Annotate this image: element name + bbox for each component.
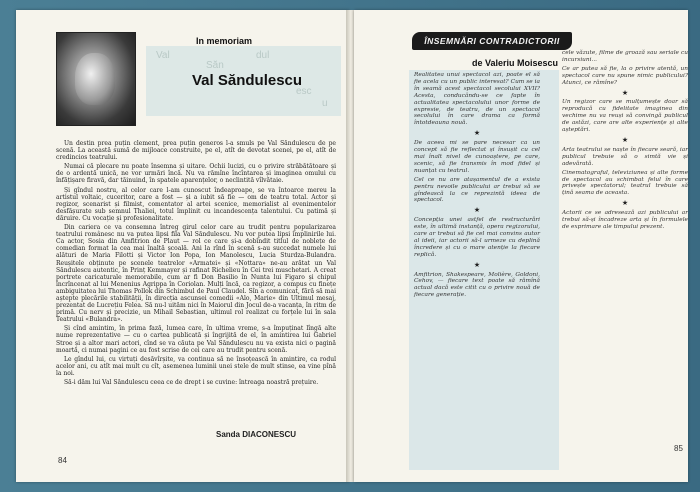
paragraph: De aceea mi se pare necesar ca un concept să fie reflectat și însușit cu cel mai înalt nivel de cunoaștere, pe care, scenic, să fie transmis în mod fidel și nuanțat cu teatrul. <box>414 140 540 174</box>
paragraph: Ce ar putea să fie, la o privire atentă, un spectacol care nu spune nimic publicului? Atunci, ce rămîne? <box>562 65 688 86</box>
text-column-left <box>414 72 540 301</box>
paragraph: Actorii ce se adresează azi publicului ar trebui să-și încadreze arta și în formulele de exprimare ale timpului prezent. <box>562 210 688 230</box>
background-word: u <box>322 98 328 109</box>
star-divider: ★ <box>473 129 481 138</box>
star-divider: ★ <box>621 88 629 97</box>
paragraph: cele văzute, filme de groază sau seriale cu incursiuni... <box>562 50 688 63</box>
paragraph: Concepția unei astfel de restructurări este, în ultimă instanță, opera regizorului, care ar trebui să fie cel mai convins autor al ideii, iar actorii să-l urmeze cu deplină încredere și cu o mare atenție la fiecare replică. <box>414 217 540 258</box>
page-number: 84 <box>58 456 67 465</box>
portrait-photo <box>56 32 136 126</box>
article-body <box>56 140 336 388</box>
paragraph: Un regizor care se mulțumește doar să reproducă cu fidelitate imaginea din vechime nu va reuși să convingă publicul de astăzi, care are alte experiențe și alte așteptări. <box>562 99 688 134</box>
background-word: dul <box>256 50 270 61</box>
background-word: esc <box>296 86 312 97</box>
section-header: In memoriam <box>196 36 253 46</box>
paragraph: Le gîndul lui, cu virtuți desăvîrșite, va continua să ne însoțească în amintire, ca rodul acelor ani, cu atît mai mult cu cît, asemenea luminii unei stele de mult stinse, ea vine pînă la noi. <box>56 355 336 377</box>
paragraph: Cinematograful, televiziunea și alte forme de spectacol au schimbat felul în care privește spectatorul; teatrul trebuie să țină seama de aceasta. <box>562 169 688 197</box>
paragraph: Un destin prea puțin clement, prea puțin generos l-a smuls pe Val Săndulescu de pe scenă. La această sumă de mijloace construite, pe el, atît de devotat scenei, pe el, atît de credincios teatrului. <box>56 140 336 162</box>
paragraph: Arta teatrului se naște în fiecare seară, iar publicul trebuie să o simtă vie și adevărată. <box>562 146 688 167</box>
paragraph: Realitatea unui spectacol azi, poate el să fie acela cu un public interesat? Cum se ia în seamă acest spectacol secolului XVII? Acesta, conducându-se ce fapte în actualitatea spectacolului unor forme de expresie, de teatru, de un spectacol secolului în care drama ca formă întotdeauna nouă. <box>414 72 540 127</box>
star-divider: ★ <box>621 199 629 208</box>
author-signature: Sanda DIACONESCU <box>216 430 297 439</box>
star-divider: ★ <box>621 135 629 144</box>
paragraph: Cel ce nu are atașamentul de a exista pentru nevoile publicului ar trebui să se gîndească la ce reprezintă ideea de spectacol. <box>414 176 540 204</box>
text-column-right <box>562 50 688 233</box>
portrait-face <box>75 53 115 105</box>
author-byline: de Valeriu Moisescu <box>472 58 559 68</box>
paragraph: Și cînd amintim, în prima fază, lumea care, în ultima vreme, s-a împuținat lîngă alte nume reprezentative — cu o cartea publicată și îngrijită de el, în amintirea lui Gabriel Stroe și a altor mari actori, cînd se va căuta pe Val Săndulescu nu va exista nici o pagină moartă, ci numai pagini ce au fost scrise de cei care au trudit pentru scenă. <box>56 325 336 354</box>
paragraph: Din cariera ce va consemna întreg girul celor care au trudit pentru popularizarea teatrului românesc nu va putea lipsi fila Val Săndulescu. Nu vor putea lipsi împlinirile lui. Ca actor, Sosia din Amfitrion de Plaut — rol ce care și-a dobîndit titlul de noblețe de comedian format la cea mai înaltă școală. Ani la rînd în scenă s-au succedat numele lui alături de Maria Filotti și Victor Ion Popa, Ion Manolescu, Lucia Sturdza-Bulandra. Reușitele obținute pe scenele teatrelor «Armatei» și «Nottara» ne-au arătat un Val Săndulescu autentic, în Prinț Kemmayer și rafinat Richelieu în Cei trei muschetari. A creat portrete caricaturale memorabile, cum ar fi Don Basilio în Nunta lui Figaro și chipul încrîncenat al lui Menenius Agrippa în Coriolan. Mulți încă, ca regizor, a compus cu finețe ambiguitatea lui Thomas Pollok din Schimbul de Paul Claudel. Sîn a comunicat, fără să mai aștepte plecările stabilității, în direcția ascunsei comedii «Alo, Marie» din Ultimul mesaj, prezentat de Lucrețiu Felea. Să nu-l uităm nici în Maiorul din Jocul de-a vacanța, în ritm de primă. Cu nerv și precizie, un Mihail Sebastian, ultimul rol realizat cu forțele lui în sala Teatrului «Bulandra». <box>56 224 336 324</box>
article-title: Val Săndulescu <box>192 72 303 89</box>
star-divider: ★ <box>473 206 481 215</box>
page-number: 85 <box>674 444 683 453</box>
left-page <box>16 10 350 482</box>
paragraph: Amfitrion, Shakespeare, Molière, Goldoni, Cehov, — fiecare text poate să rămînă actual dacă este citit cu o privire nouă de fiecare generație. <box>414 271 540 299</box>
banner-text: ÎNSEMNĂRI CONTRADICTORII <box>424 36 560 46</box>
paragraph: Să-i dăm lui Val Săndulescu ceea ce de drept i se cuvine: întreaga noastră prețuire. <box>64 379 319 386</box>
section-banner <box>412 32 572 50</box>
background-word: Săn <box>206 60 224 71</box>
paragraph: Numai că plecare nu poate însemna și uitare. Ochii lucizi, cu o privire străbătătoare și de o ardentă unică, ne vor urmări încă. Nu va rămîne încîntarea și imaginea omului cu înfățișare firavă, dar tăinuind, în spatele aparențelor, o neclintită vîlvătaie. <box>56 163 336 185</box>
star-divider: ★ <box>473 260 481 269</box>
right-page <box>354 10 688 482</box>
paragraph: Și gîndul nostru, al celor care l-am cunoscut îndeaproape, se va întoarce mereu la artistul voltaic, cuceritor, care a fost — și a iubit să fie — om de teatru total. Actor și regizor, scenarist și filmist, comentator al artei scenice, memorialist al evenimentelor desfășurate sub semnul Thaliei, totul împlinit cu incandescența talentului. Cu patimă și dăruire. Cu vocație și profesionalitate. <box>56 186 336 222</box>
background-word: Val <box>156 50 170 61</box>
